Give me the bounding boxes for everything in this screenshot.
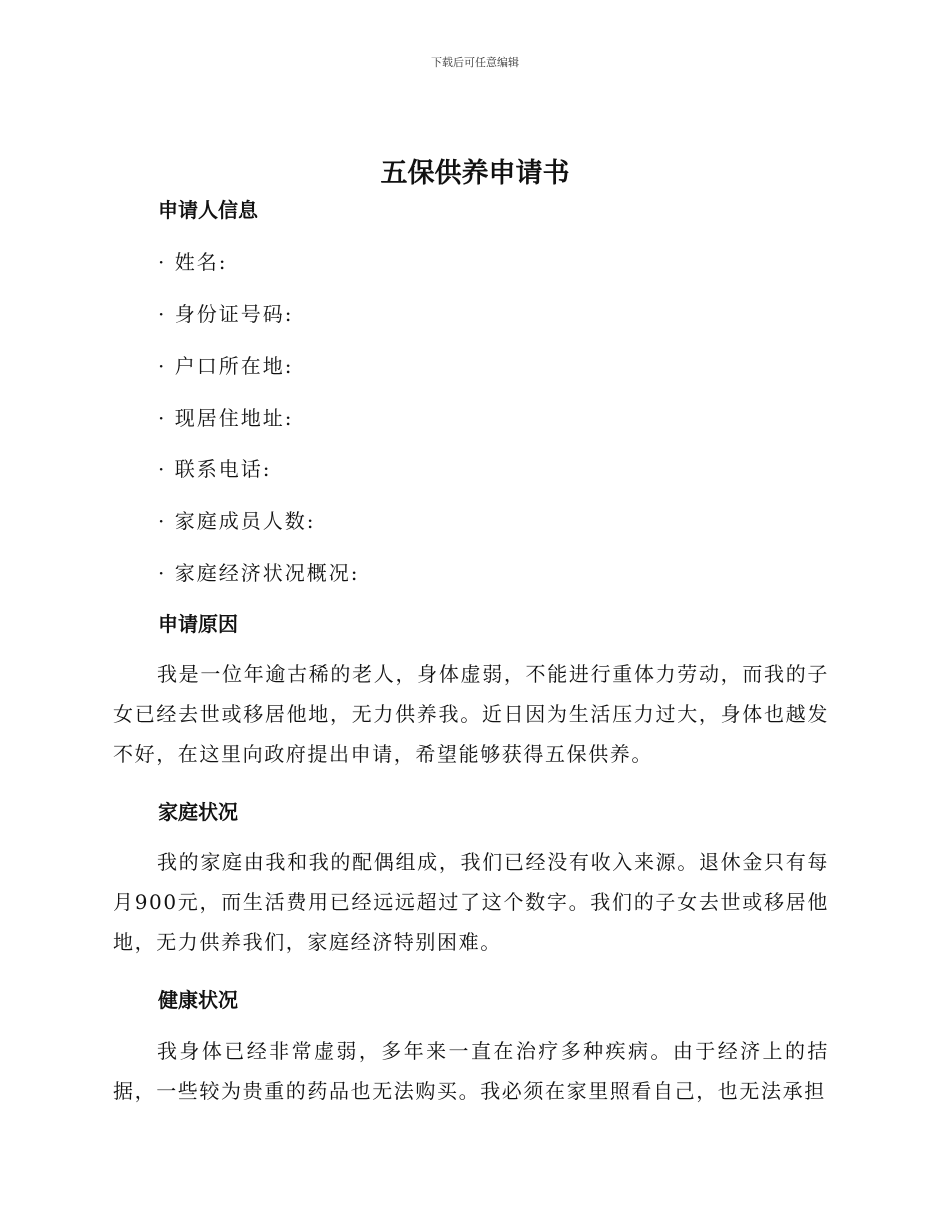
paragraph-family: 我的家庭由我和我的配偶组成，我们已经没有收入来源。退休金只有每月900元，而生活费用已经远远超过了这个数字。我们的子女去世或移居他地，无力供养我们，家庭经济特别困难。 (113, 850, 829, 954)
field-label: 家庭经济状况概况: (174, 561, 360, 585)
field-label: 姓名: (174, 250, 228, 274)
paragraph-reason: 我是一位年逾古稀的老人，身体虚弱，不能进行重体力劳动，而我的子女已经去世或移居他地，无力供养我。近日因为生活压力过大，身体也越发不好，在这里向政府提出申请，希望能够获得五保供养。 (113, 662, 829, 766)
field-id-number: · 身份证号码: (158, 302, 294, 326)
field-label: 户口所在地: (174, 354, 294, 378)
section-heading-reason: 申请原因 (158, 612, 238, 636)
page-header-note: 下载后可任意编辑 (431, 56, 519, 69)
document-title: 五保供养申请书 (380, 158, 570, 189)
paragraph-health: 我身体已经非常虚弱，多年来一直在治疗多种疾病。由于经济上的拮据，一些较为贵重的药品也无法购买。我必须在家里照看自己，也无法承担 (113, 1039, 829, 1103)
field-label: 家庭成员人数: (174, 509, 316, 533)
field-label: 身份证号码: (174, 302, 294, 326)
field-household-registration: · 户口所在地: (158, 354, 294, 378)
field-label: 联系电话: (174, 457, 272, 481)
section-heading-health: 健康状况 (158, 988, 238, 1012)
field-family-finance: · 家庭经济状况概况: (158, 561, 360, 585)
field-phone: · 联系电话: (158, 457, 272, 481)
field-current-address: · 现居住地址: (158, 406, 294, 430)
field-label: 现居住地址: (174, 406, 294, 430)
field-name: · 姓名: (158, 250, 228, 274)
section-heading-applicant: 申请人信息 (158, 198, 258, 222)
section-heading-family: 家庭状况 (158, 800, 238, 824)
field-family-size: · 家庭成员人数: (158, 509, 316, 533)
